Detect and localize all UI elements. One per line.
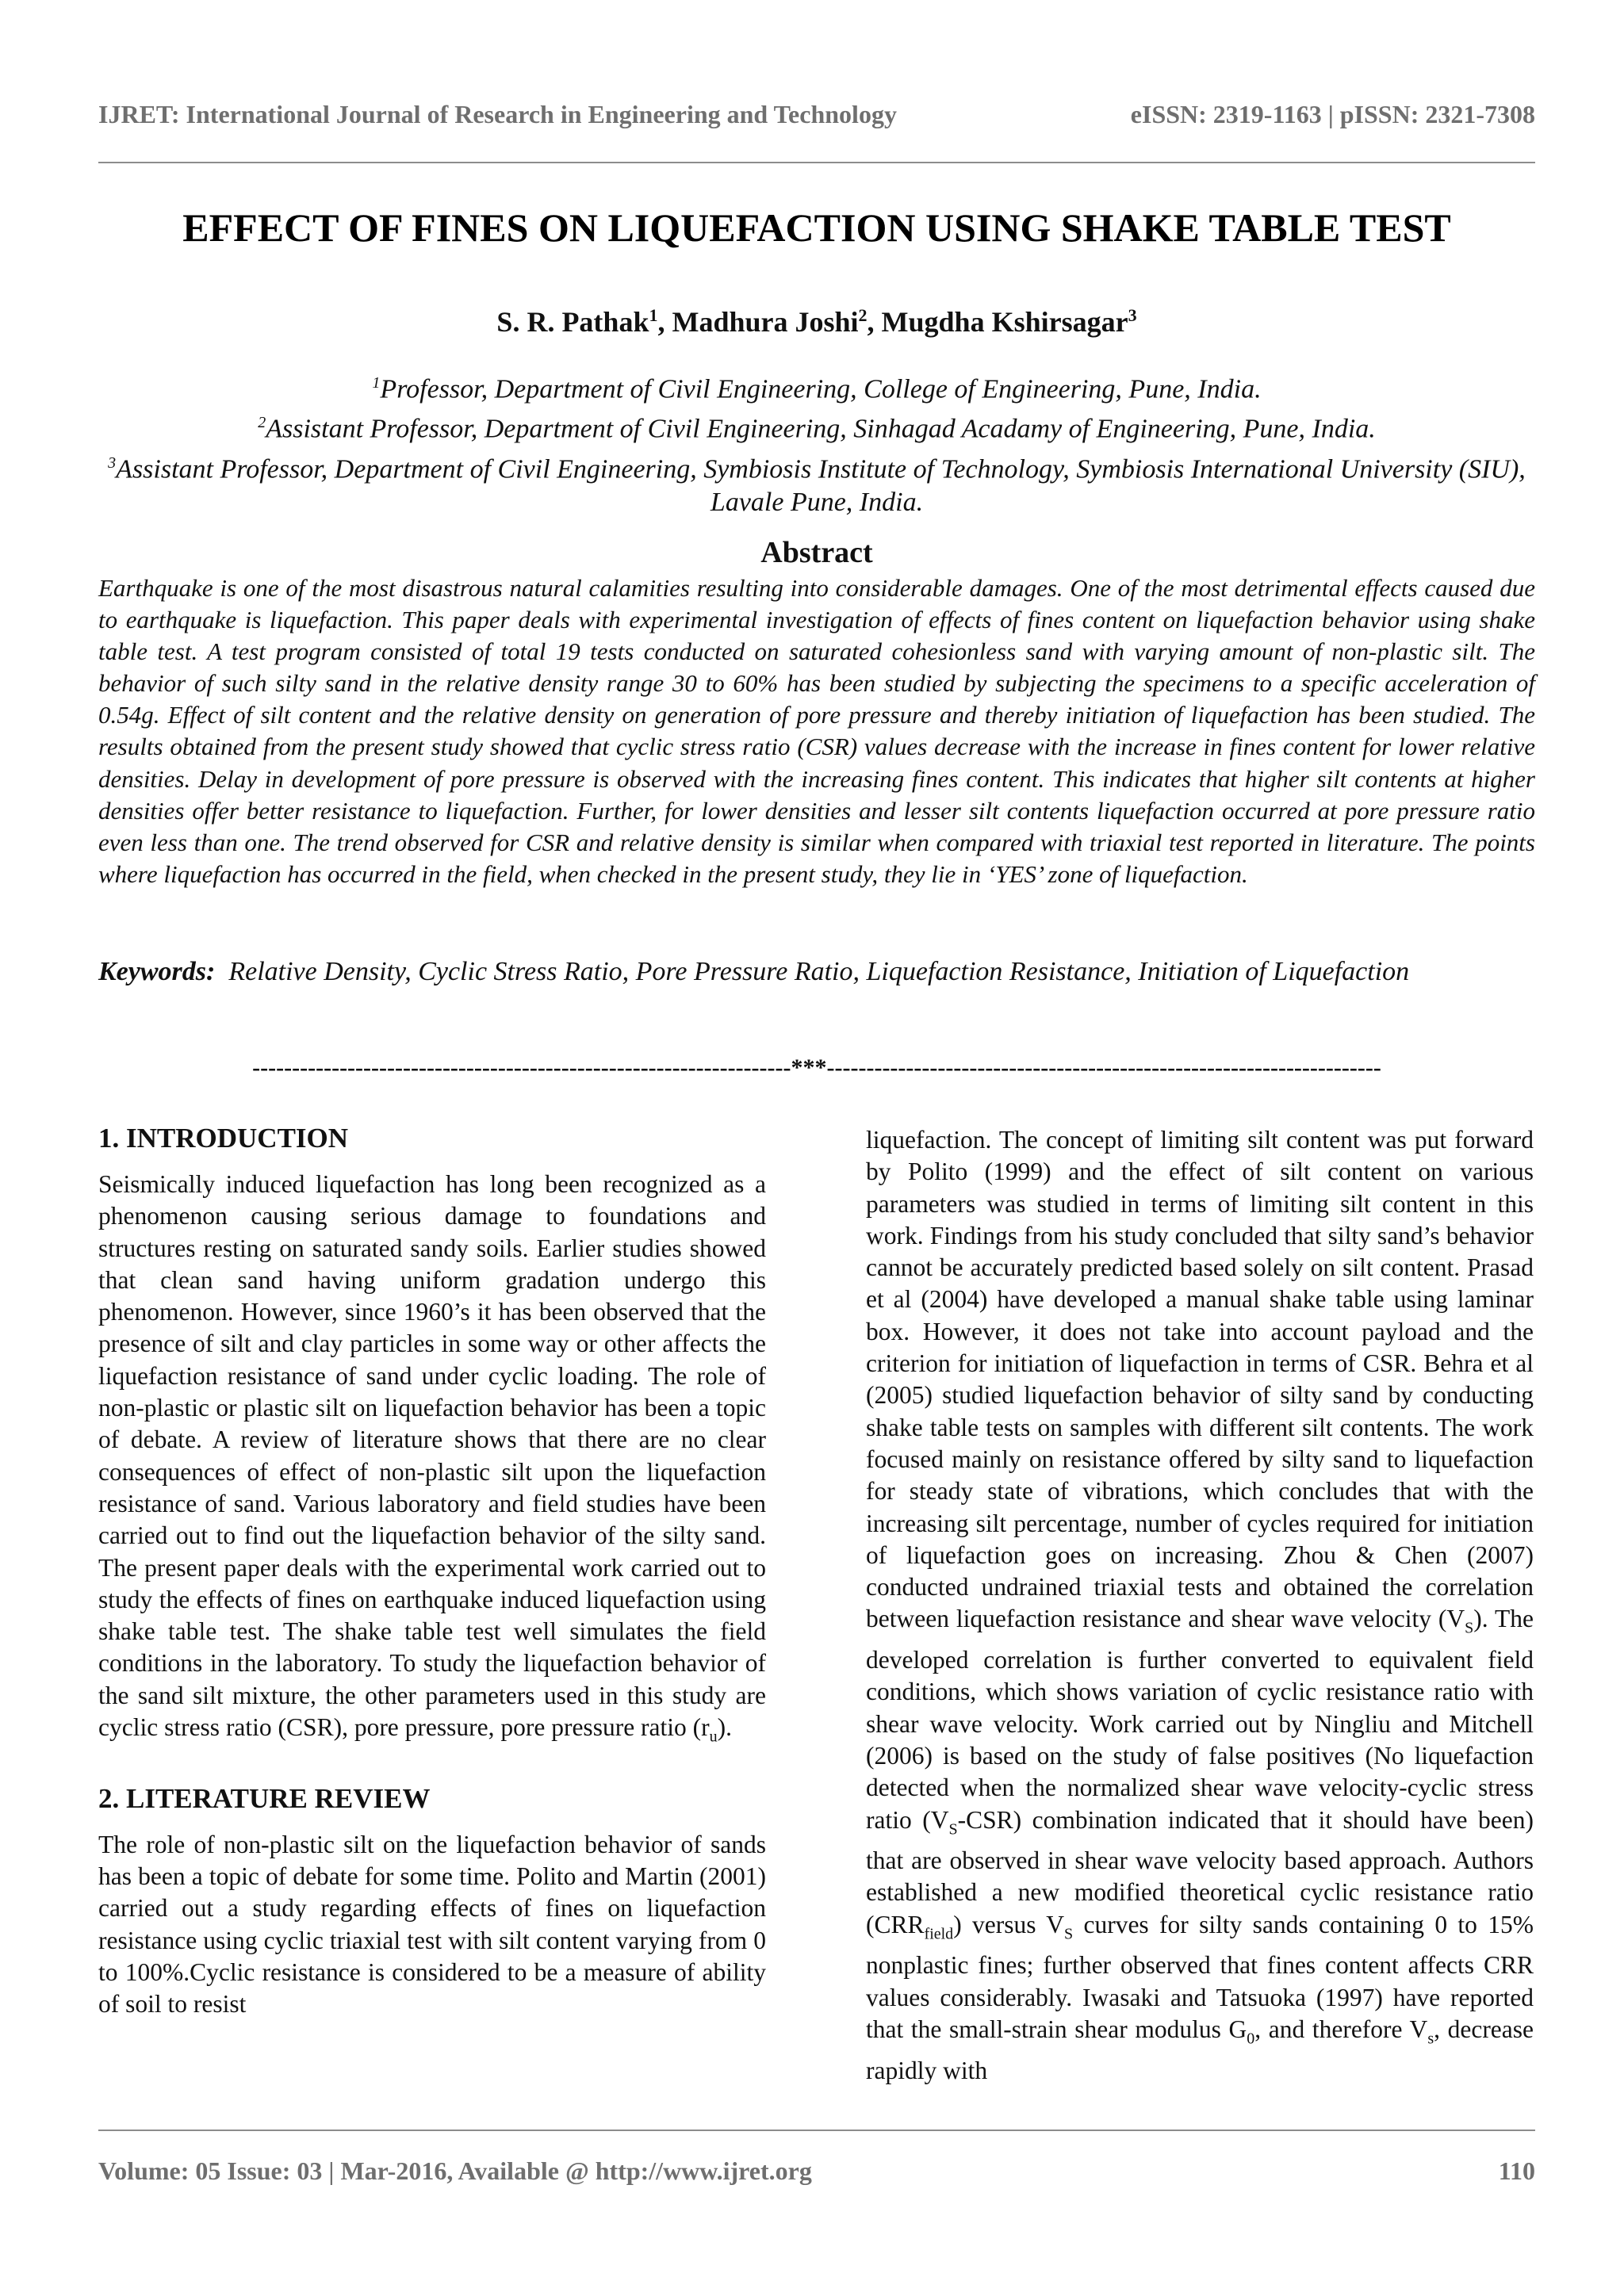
intro-text: Seismically induced liquefaction has long been recognized as a phenomenon causing serious damage to foundations and structures resting on saturated sandy soils. Earlier studies showed that clean sand having uniform gradation undergo this phenomenon. However, since 1960’s it has been observed that the presence of silt and clay particles in some way or other affects the liquefaction resistance of sand under cyclic loading. The role of non-plastic or plastic silt on liquefaction behavior has been a topic of debate. A review of literature shows that there are no clear consequences of effect of non-plastic silt upon the liquefaction resistance of sand. Various laboratory and field studies have been carried out to find out the liquefaction behavior of the silty sand. The present paper deals with the experimental work carried out to study the effects of fines on earthquake induced liquefaction using shake table test. The shake table test well simulates the field conditions in the laboratory. To study the liquefaction behavior of the sand silt mixture, the other parameters used in this study are cyclic stress ratio (CSR), pore pressure, pore pressure ratio (r [98, 1170, 766, 1742]
text-run: , and therefore V [1254, 2015, 1428, 2043]
section-heading-literature-review: 2. LITERATURE REVIEW [98, 1782, 431, 1814]
author-sup: 1 [649, 305, 658, 325]
author-sup: 2 [858, 305, 868, 325]
affiliation-sup: 3 [108, 453, 117, 472]
section-separator: --------------------------------------------------------------------***---------------------------------------------------------------------- [252, 1054, 1381, 1081]
introduction-paragraph [98, 1169, 766, 1753]
affiliation-sup: 2 [258, 414, 266, 432]
literature-paragraph-continued [866, 1124, 1534, 2087]
volume-info: Volume: 05 Issue: 03 | Mar-2016, Available @ http://www.ijret.org [98, 2156, 812, 2185]
paper-title: EFFECT OF FINES ON LIQUEFACTION USING SHAKE TABLE TEST [182, 205, 1451, 250]
author-sup: 3 [1128, 305, 1137, 325]
affiliation-sup: 1 [372, 374, 381, 392]
text-run: ). The developed correlation is further converted to equivalent field conditions, which shows variation of cyclic resistance ratio with shear wave velocity. Work carried out by Ningliu and Mitchell (2006) is based on the study of false positives (No liquefaction detected when the normalized shear wave velocity-cyclic stress ratio (V [866, 1605, 1534, 1834]
intro-end: ). [717, 1713, 733, 1742]
page-number: 110 [1498, 2156, 1535, 2185]
subscript: S [1465, 1619, 1474, 1637]
author-list: S. R. Pathak$^1$, Madhura Joshi$^2$, Mugdha Kshirsagar$^3$ [496, 305, 1137, 338]
footer-divider [98, 2130, 1535, 2131]
keywords-label: Keywords: [98, 957, 216, 986]
abstract-body: Earthquake is one of the most disastrous natural calamities resulting into considerable damages. One of the most detrimental effects caused due to earthquake is liquefaction. This paper deals with experimental investigation of effects of fines content on liquefaction behavior using shake table test. A test program consisted of total 19 tests conducted on saturated cohesionless sand with varying amount of non-plastic silt. The behavior of such silty sand in the relative density range 30 to 60% has been studied by subjecting the specimens to a specific acceleration of 0.54g. Effect of silt content and the relative density on generation of pore pressure and thereby initiation of liquefaction has been studied. The results obtained from the present study showed that cyclic stress ratio (CSR) values decrease with the increase in fines content for lower relative densities. Delay in development of pore pressure is observed with the increasing fines content. This indicates that higher silt contents at higher densities offer better resistance to liquefaction. Further, for lower densities and lesser silt contents liquefaction occurred at pore pressure ratio even less than one. The trend observed for CSR and relative density is similar when compared with triaxial test reported in literature. The points where liquefaction has occurred in the field, when checked in the present study, they lie in ‘YES’ zone of liquefaction. [98, 574, 1535, 888]
affiliations [98, 366, 1535, 519]
affiliation [98, 446, 1535, 519]
keywords [98, 947, 1535, 997]
author-name: Mugdha Kshirsagar [881, 306, 1128, 338]
subscript: 0 [1247, 2030, 1255, 2048]
subscript: field [924, 1925, 954, 1943]
subscript: S [1064, 1925, 1074, 1943]
text-run: curves for silty sands containing 0 to 15% nonplastic fines; further observed that fines content affects CRR values considerably. Iwasaki and Tatsuoka (1997) have reported that the small-strain shear modulus G [866, 1910, 1534, 2043]
author-name: Madhura Joshi [672, 306, 859, 338]
affiliation [98, 366, 1535, 406]
subscript: S [948, 1820, 958, 1838]
author-name: S. R. Pathak [496, 306, 649, 338]
abstract-heading: Abstract [760, 536, 873, 569]
text-run: ) versus V [953, 1910, 1065, 1938]
header-divider [98, 162, 1535, 163]
affiliation [98, 406, 1535, 446]
subscript: u [709, 1728, 718, 1746]
affiliation-text: Assistant Professor, Department of Civil Engineering, Sinhagad Acadamy of Engineering, Pune, India. [266, 414, 1376, 444]
left-column [98, 1119, 766, 2020]
subscript: s [1427, 2030, 1434, 2048]
text-run: liquefaction. The concept of limiting silt content was put forward by Polito (1999) and the effect of silt content on various parameters was studied in terms of limiting silt content in this work. Findings from his study concluded that silty sand’s behavior cannot be accurately predicted based solely on silt content. Prasad et al (2004) have developed a manual shake table using laminar box. However, it does not take into account payload and the criterion for initiation of liquefaction in terms of CSR. Behra et al (2005) studied liquefaction behavior of silty sand by conducting shake table tests on samples with different silt contents. The work focused mainly on resistance offered by silty sand to liquefaction for steady state of vibrations, which concludes that with the increasing silt percentage, number of cycles required for initiation of liquefaction goes on increasing. Zhou & Chen (2007) conducted undrained triaxial tests and obtained the correlation between liquefaction resistance and shear wave velocity (V [866, 1126, 1534, 1633]
right-column [866, 1124, 1534, 2087]
literature-paragraph: The role of non-plastic silt on the liquefaction behavior of sands has been a topic of debate for some time. Polito and Martin (2001) carried out a study regarding effects of fines on liquefaction resistance using cyclic triaxial test with silt content varying from 0 to 100%.Cyclic resistance is considered to be a measure of ability of soil to resist [98, 1830, 766, 2019]
running-header [98, 100, 1535, 129]
keywords-text: Relative Density, Cyclic Stress Ratio, Pore Pressure Ratio, Liquefaction Resistance, Initiation of Liquefaction [228, 957, 1410, 986]
section-heading-introduction: 1. INTRODUCTION [98, 1123, 349, 1154]
text-run: , decrease rapidly with [866, 2015, 1534, 2084]
issn-info: eISSN: 2319-1163 | pISSN: 2321-7308 [1130, 100, 1535, 128]
affiliation-text: Assistant Professor, Department of Civil Engineering, Symbiosis Institute of Technology, Symbiosis International University (SIU), Lavale Pune, India. [116, 453, 1526, 517]
running-footer [98, 2156, 1535, 2186]
affiliation-text: Professor, Department of Civil Engineering, College of Engineering, Pune, India. [380, 374, 1262, 404]
journal-name: IJRET: International Journal of Research in Engineering and Technology [98, 100, 897, 128]
text-run: -CSR) combination indicated that it should have been) that are observed in shear wave velocity based approach. Authors established a new modified theoretical cyclic resistance ratio (CRR [866, 1805, 1534, 1938]
